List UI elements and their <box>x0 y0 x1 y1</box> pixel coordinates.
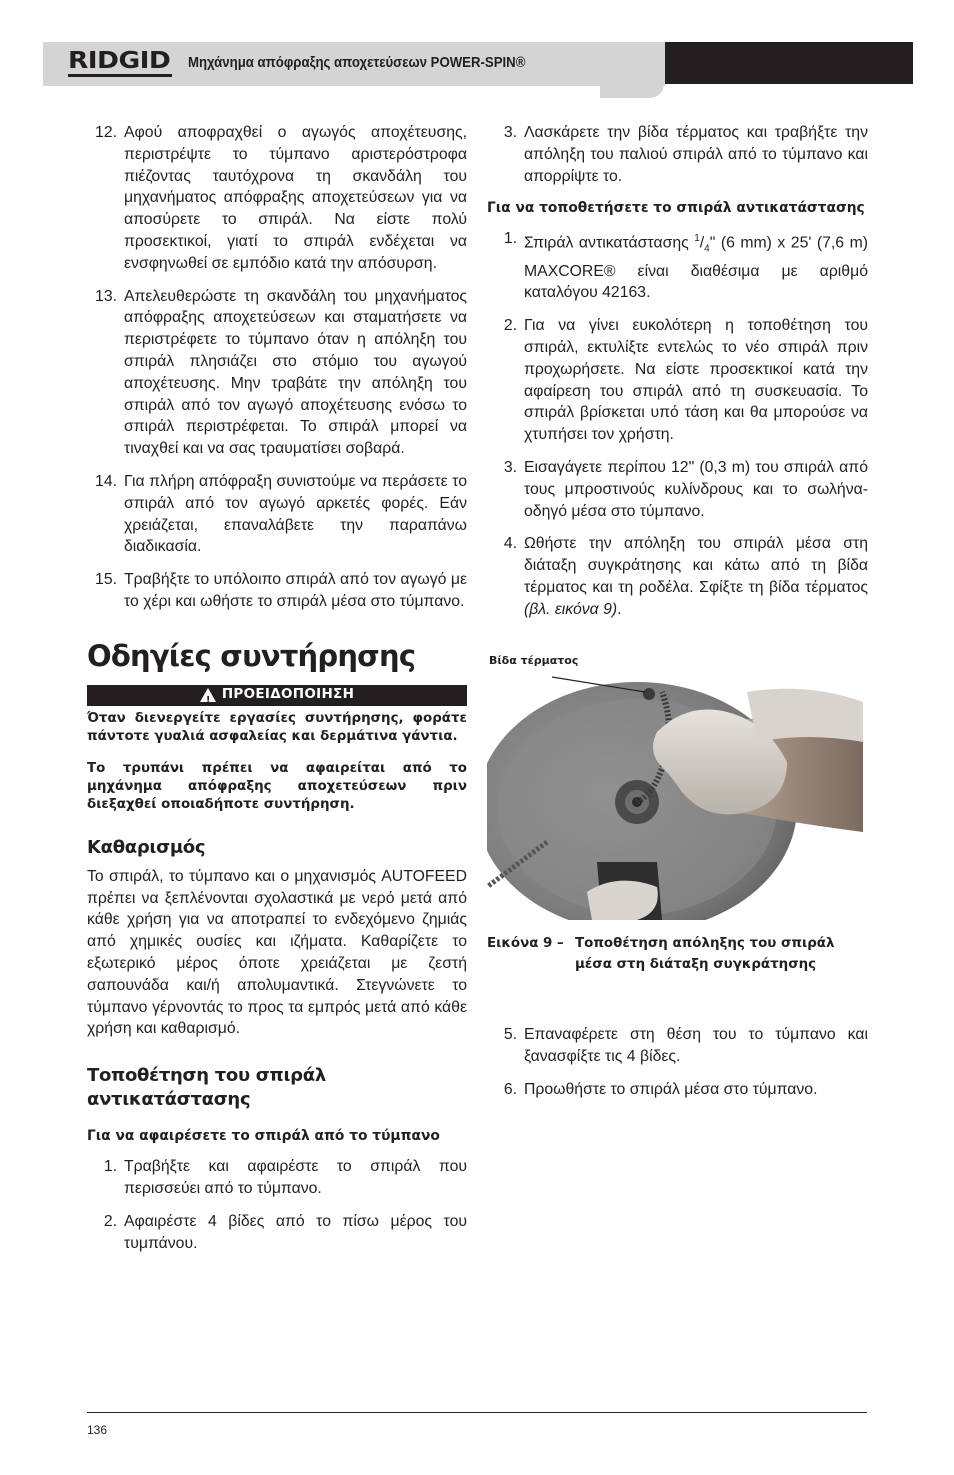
list-item: 1. Σπιράλ αντικατάστασης $^1/_4$" (6 mm) x 25' (7,6 m) MAXCORE® είναι διαθέσιμα με αριθμό καταλόγου 42163. <box>503 230 868 302</box>
cleaning-paragraph: Το σπιράλ, το τύμπανο και ο μηχανισμός AUTOFEED πρέπει να ξεπλένονται σχολαστικά με νερό μετά από κάθε χρήση για να αποτραπεί το ενδεχόμενο ζημιάς από χημικές ουσίες και ιζήματα. Καθαρίζετε το εξωτερικό μέρος όποτε χρειάζεται με ζεστή σαπουνάδα και/ή απολυμαντικά. Στεγνώνετε το τύμπανο γέρνοντάς το προς τα εμπρός μετά από κάθε χρήση και καθαρισμό. <box>87 867 467 1038</box>
footer-rule <box>87 1412 867 1413</box>
list-item: 2. Αφαιρέστε 4 βίδες από το πίσω μέρος του τυμπάνου. <box>103 1212 467 1252</box>
right-column-bottom <box>487 1024 868 1111</box>
warning-text-1: Όταν διενεργείτε εργασίες συντήρησης, φοράτε πάντοτε γυαλιά ασφαλείας και δερμάτινα γάντια. <box>87 710 467 744</box>
logo-underline <box>68 74 172 77</box>
header-black-block <box>665 42 913 84</box>
remove-subtitle: Για να αφαιρέσετε το σπιράλ από το τύμπανο <box>87 1128 440 1145</box>
header-title: Μηχάνημα απόφραξης αποχετεύσεων POWER-SPIN® <box>188 54 526 71</box>
list-item: 3. Λασκάρετε την βίδα τέρματος και τραβήξτε την απόληξη του παλιού σπιράλ από το τύμπανο και απορρίψτε το. <box>503 124 868 185</box>
warning-icon <box>200 688 216 702</box>
header-fold <box>600 84 664 98</box>
figure-caption <box>487 933 868 975</box>
list-item: 3. Εισαγάγετε περίπου 12" (0,3 m) του σπιράλ από τους μπροστινούς κυλίνδρους και το σωλήνα-οδηγό μέσα στο τύμπανο. <box>503 458 868 520</box>
list-item: 5. Επαναφέρετε στη θέση του το τύμπανο και ξανασφίξτε τις 4 βίδες. <box>503 1026 868 1065</box>
warning-bar <box>87 685 467 706</box>
install-subtitle: Για να τοποθετήσετε το σπιράλ αντικατάστασης <box>487 200 865 217</box>
list-item: 1. Τραβήξτε και αφαιρέστε το σπιράλ που περισσεύει από το τύμπανο. <box>103 1158 467 1197</box>
list-item: 4. Ωθήστε την απόληξη του σπιράλ μέσα στη διάταξη συγκράτησης και κάτω από τη βίδα τέρματος και τη ροδέλα. Σφίξτε τη βίδα τέρματος (βλ. εικόνα 9). <box>503 535 868 618</box>
right-column <box>487 122 868 632</box>
list-item: 12. Αφού αποφραχθεί ο αγωγός αποχέτευσης, περιστρέψτε το τύμπανο αριστερόστροφα πιέζοντας ταυτόχρονα τη σκανδάλη του μηχανήματος απόφραξης αποχετεύσεων για να αποσύρετε το σπιράλ. Να είστε πολύ προσεκτικοί, γιατί το σπιράλ ενδέχεται να ενσφηνωθεί σε εμπόδιο κατά την απόσυρση. <box>95 124 467 272</box>
install-title: Τοποθέτηση του σπιράλ αντικατάστασης <box>87 1065 326 1111</box>
photo-label: Βίδα τέρματος <box>489 654 579 667</box>
cleaning-title: Καθαρισμός <box>87 836 206 858</box>
section-title-maintenance: Οδηγίες συντήρησης <box>87 638 416 673</box>
list-item: 15. Τραβήξτε το υπόλοιπο σπιράλ από τον αγωγό με το χέρι και ωθήστε το σπιράλ μέσα στο τύμπανο. <box>95 571 467 610</box>
figure-9-photo <box>487 672 863 920</box>
ridgid-logo: RIDGID <box>68 48 171 74</box>
caption-lead: Εικόνα 9 – <box>487 936 564 951</box>
caption-body: Τοποθέτηση απόληξης του σπιράλ μέσα στη διάταξη συγκράτησης <box>575 936 835 972</box>
list-item: 13. Απελευθερώστε τη σκανδάλη του μηχανήματος απόφραξης αποχετεύσεων και σταματήσετε να περιστρέφετε το τύμπανο όταν η απόληξη του σπιράλ πλησιάζει στο στόμιο του αγωγού αποχέτευσης. Μην τραβάτε την απόληξη του σπιράλ από τον αγωγό αποχέτευσης ενόσω το σπιράλ περιστρέφεται. Το σπιράλ μπορεί να τιναχθεί και να σας τραυματίσει σοβαρά. <box>95 287 467 458</box>
list-item: 6. Προωθήστε το σπιράλ μέσα στο τύμπανο. <box>503 1080 818 1098</box>
list-item: 14. Για πλήρη απόφραξη συνιστούμε να περάσετε το σπιράλ από τον αγωγό αρκετές φορές. Εάν χρειάζεται, επαναλάβετε την παραπάνω διαδικασία. <box>95 472 467 556</box>
page-number: 136 <box>87 1423 108 1437</box>
drum-illustration <box>487 672 863 920</box>
warning-label: ΠΡΟΕΙΔΟΠΟΙΗΣΗ <box>221 686 355 703</box>
list-item: 2. Για να γίνει ευκολότερη η τοποθέτηση του σπιράλ, εκτυλίξτε εντελώς το νέο σπιράλ πριν προχωρήσετε. Να είστε προσεκτικοί κατά την αφαίρεση του σπιράλ από τη συσκευασία. Το σπιράλ βρίσκεται υπό τάση και θα μπορούσε να χτυπήσει τον χρήστη. <box>503 317 868 444</box>
left-column <box>87 122 467 1265</box>
warning-text-2: Το τρυπάνι πρέπει να αφαιρείται από το μηχάνημα απόφραξης αποχετεύσεων πριν διεξαχθεί οποιαδήποτε συντήρηση. <box>87 760 467 812</box>
